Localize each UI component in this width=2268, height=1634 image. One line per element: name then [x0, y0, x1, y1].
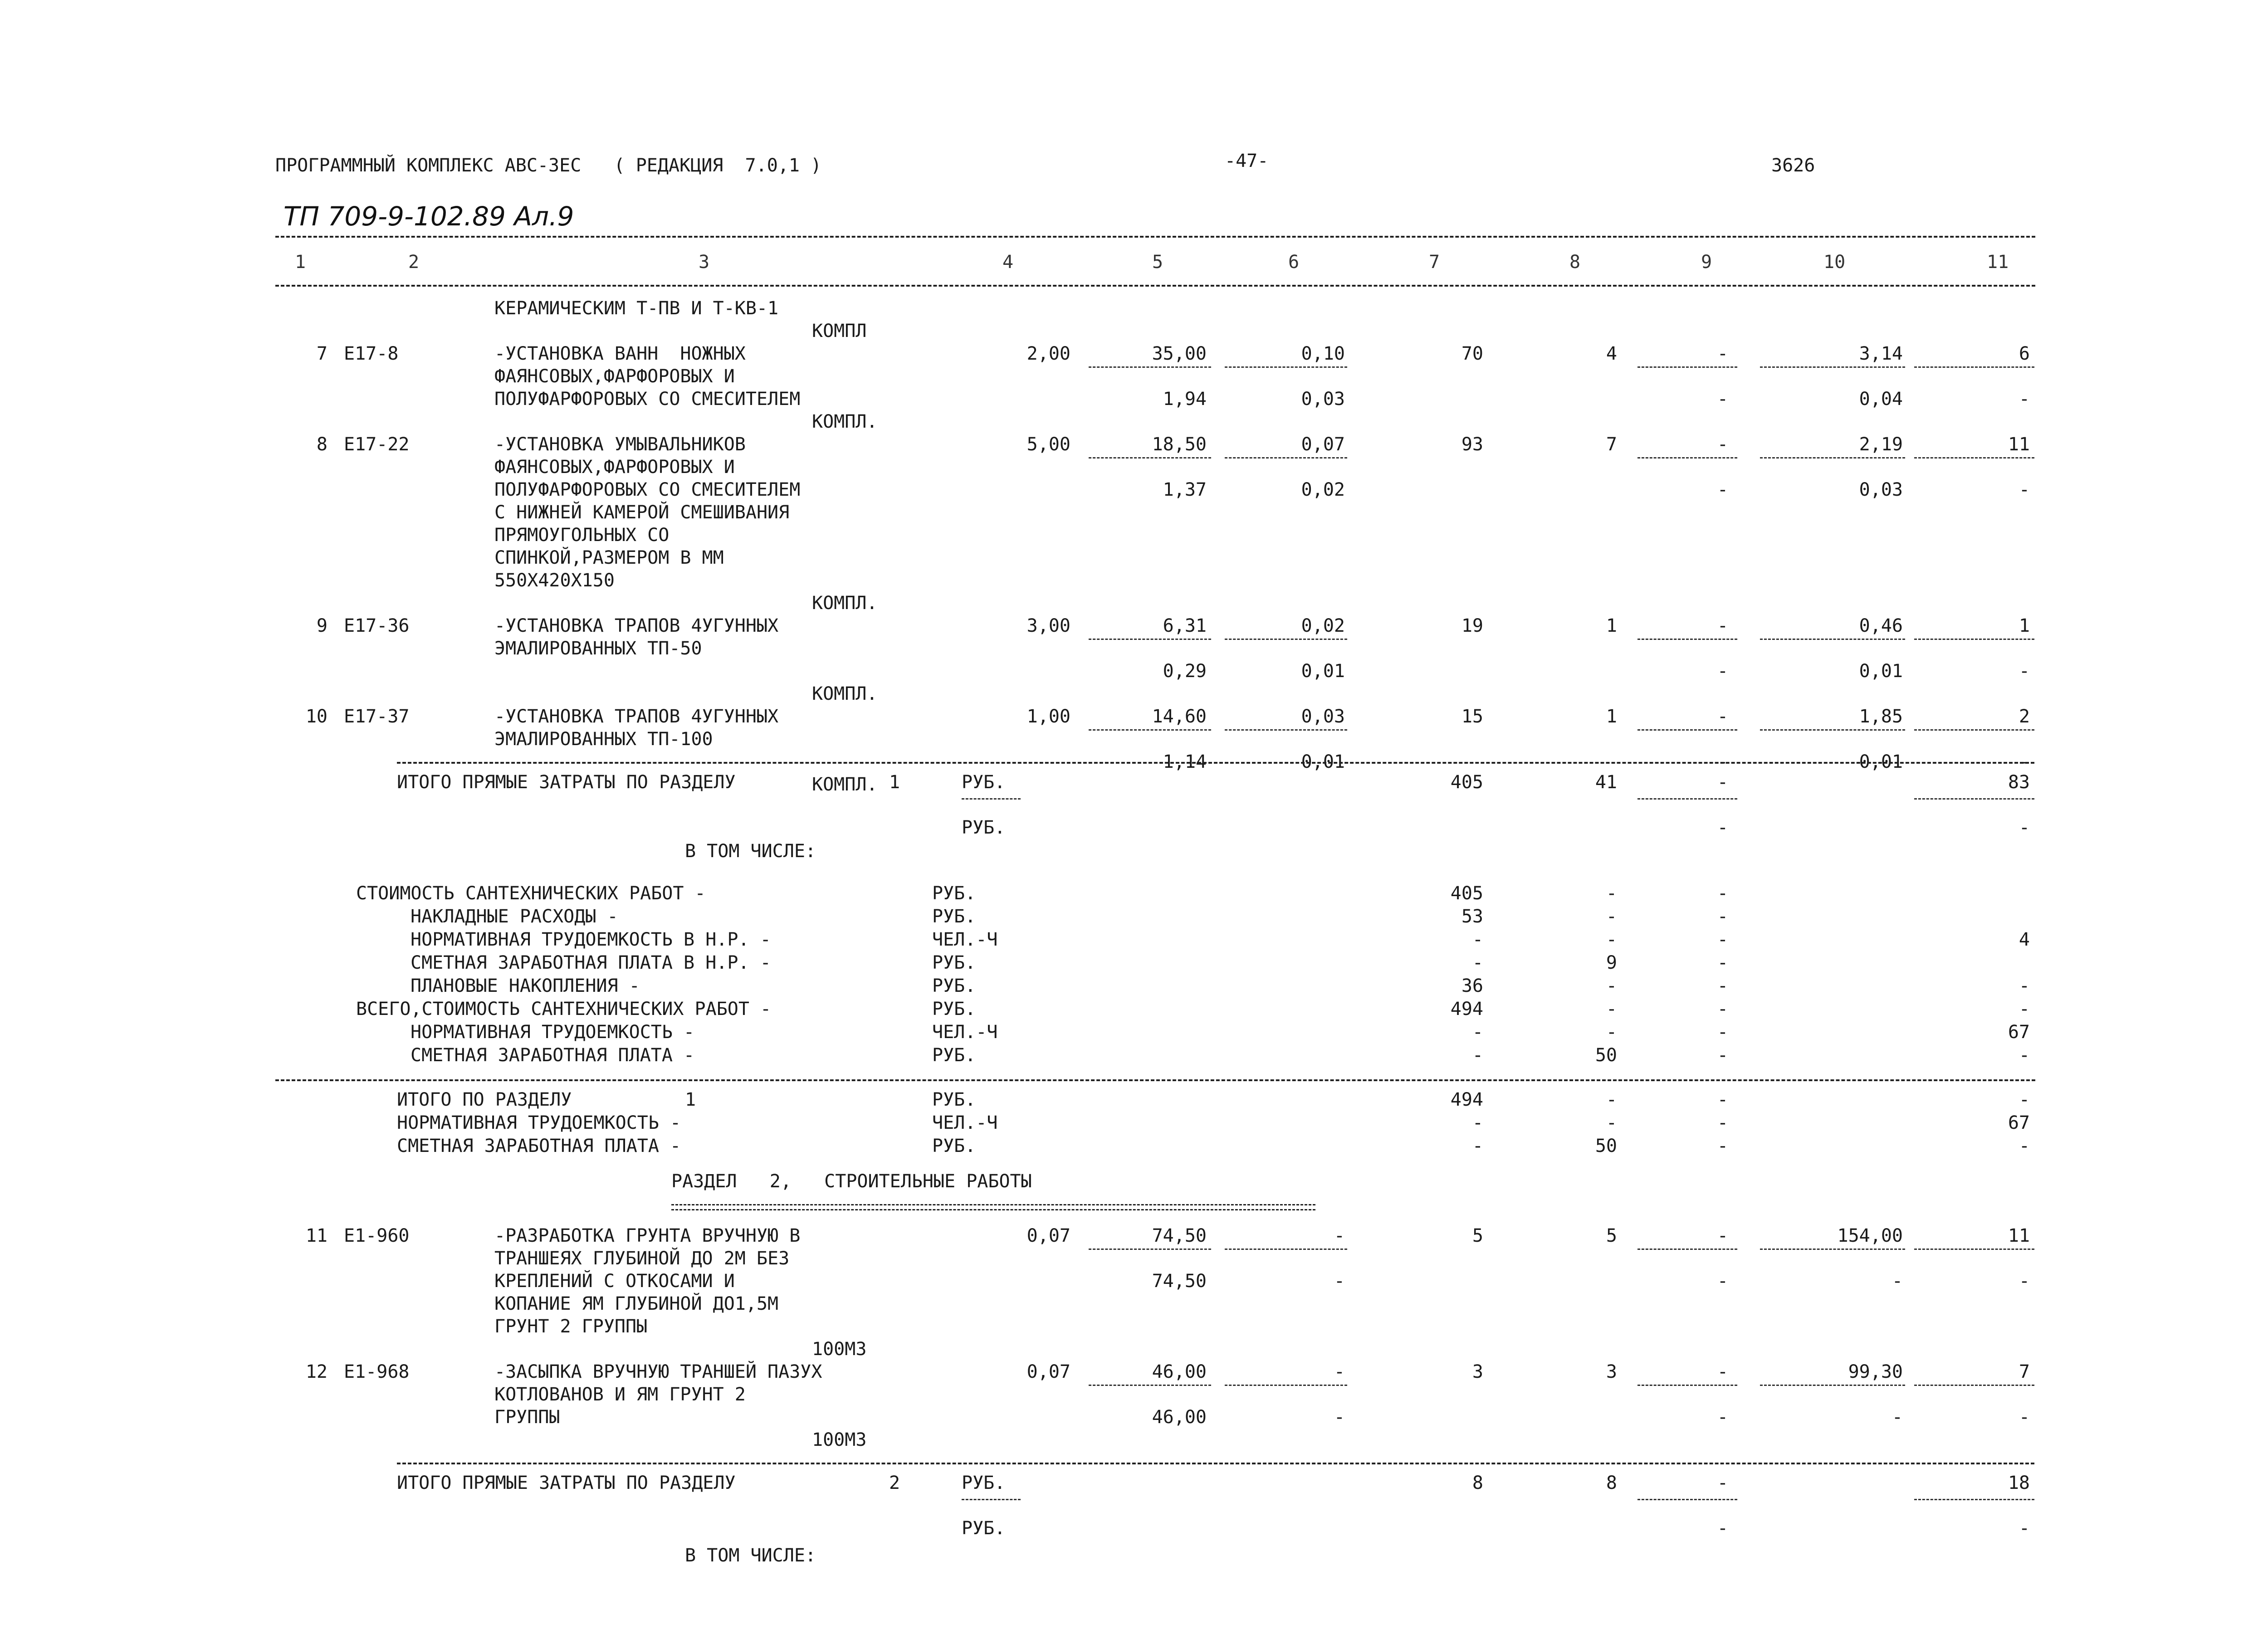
item-total-wage: 4: [1606, 343, 1617, 364]
item-divider: [1637, 729, 1737, 731]
item-divider: [1637, 1249, 1737, 1250]
item-divider: [1914, 729, 2034, 731]
item-col-9: -: [1717, 434, 1728, 455]
item-divider: [1914, 639, 2034, 640]
item-unit-wage: -: [1334, 1361, 1345, 1382]
item-description-line: 550Х420Х150: [494, 570, 615, 591]
item-code: Е1-960: [344, 1225, 410, 1246]
item-divider: [1914, 457, 2034, 458]
total-divider: [1637, 1499, 1737, 1500]
item-description-line: -УСТАНОВКА УМЫВАЛЬНИКОВ: [494, 434, 746, 455]
item-code: Е17-36: [344, 615, 410, 636]
item-total-wage: 3: [1606, 1361, 1617, 1382]
item-divider: [1760, 639, 1905, 640]
item-code: Е17-8: [344, 343, 399, 364]
item-unit-cost: 14,60: [1152, 706, 1207, 727]
item-unit: 100М3: [812, 1339, 867, 1360]
item-divider: [1637, 366, 1737, 368]
total-cost: 8: [1472, 1473, 1483, 1493]
item-divider: [1089, 1385, 1211, 1386]
item-labor-unit-machine: 0,01: [1859, 661, 1903, 682]
item-col-9: -: [1717, 615, 1728, 636]
item-divider: [1225, 729, 1347, 731]
summary-wage: -: [1606, 883, 1617, 904]
including-label: В ТОМ ЧИСЛЕ:: [685, 841, 816, 862]
summary-unit: РУБ.: [932, 952, 976, 973]
summary-wage: -: [1606, 976, 1617, 996]
item-description-line: -УСТАНОВКА ТРАПОВ 4УГУННЫХ: [494, 615, 779, 636]
item-divider: [1760, 729, 1905, 731]
item-description-line: ПОЛУФАРФОРОВЫХ СО СМЕСИТЕЛЕМ: [494, 389, 801, 410]
item-unit-wage-machine: -: [1334, 1407, 1345, 1428]
item-col-9: -: [1717, 343, 1728, 364]
item-col-9: -: [1717, 706, 1728, 727]
column-number: 10: [1823, 252, 1846, 273]
item-number: 9: [316, 615, 327, 636]
summary-labor: -: [2019, 1045, 2030, 1066]
item-total-cost: 70: [1461, 343, 1483, 364]
summary-col-9: -: [1717, 1022, 1728, 1043]
item-description-line: ТРАНШЕЯХ ГЛУБИНОЙ ДО 2М БЕЗ: [494, 1248, 790, 1269]
item-number: 10: [305, 706, 327, 727]
summary-unit: РУБ.: [932, 883, 976, 904]
item-description-line: ПОЛУФАРФОРОВЫХ СО СМЕСИТЕЛЕМ: [494, 479, 801, 500]
item-description-line: -РАЗРАБОТКА ГРУНТА ВРУЧНУЮ В: [494, 1225, 801, 1246]
item-col-9-machine: -: [1717, 1407, 1728, 1428]
item-labor-unit: 3,14: [1859, 343, 1903, 364]
section-total-col-9: -: [1717, 1136, 1728, 1156]
summary-wage: 50: [1595, 1045, 1617, 1066]
summary-col-9: -: [1717, 999, 1728, 1019]
total-unit-2: РУБ.: [962, 817, 1006, 838]
item-col-9-machine: -: [1717, 751, 1728, 772]
item-unit-wage: 0,02: [1301, 615, 1345, 636]
item-divider: [1914, 1249, 2034, 1250]
item-divider: [1637, 639, 1737, 640]
continuation-line-1: КЕРАМИЧЕСКИМ Т-ПВ И Т-КВ-1: [494, 298, 779, 319]
column-number: 5: [1152, 252, 1163, 273]
item-unit-wage-machine: 0,03: [1301, 389, 1345, 410]
item-divider: [1225, 1249, 1347, 1250]
summary-wage: -: [1606, 929, 1617, 950]
item-total-cost: 19: [1461, 615, 1483, 636]
item-labor-total: 11: [2008, 434, 2030, 455]
summary-cost: 405: [1450, 883, 1483, 904]
summary-labor: -: [2019, 976, 2030, 996]
item-unit-cost: 35,00: [1152, 343, 1207, 364]
item-divider: [1760, 457, 1905, 458]
item-labor-total-machine: -: [2019, 1271, 2030, 1292]
item-divider: [1760, 1385, 1905, 1386]
item-description-line: -УСТАНОВКА ТРАПОВ 4УГУННЫХ: [494, 706, 779, 727]
item-unit-cost-machine: 74,50: [1152, 1271, 1207, 1292]
item-unit: КОМПЛ.: [812, 411, 878, 432]
item-description-line: С НИЖНЕЙ КАМЕРОЙ СМЕШИВАНИЯ: [494, 502, 790, 523]
item-unit: КОМПЛ.: [812, 593, 878, 614]
header-rule-bottom: [275, 285, 2035, 287]
including-label: В ТОМ ЧИСЛЕ:: [685, 1545, 816, 1566]
section-total-wage: -: [1606, 1089, 1617, 1110]
item-labor-total-machine: -: [2019, 479, 2030, 500]
section-total-label: СМЕТНАЯ ЗАРАБОТНАЯ ПЛАТА -: [397, 1136, 681, 1156]
summary-labor: 4: [2019, 929, 2030, 950]
total-unit-2: РУБ.: [962, 1518, 1006, 1539]
item-quantity: 2,00: [1026, 343, 1070, 364]
total-col-9: -: [1717, 1473, 1728, 1493]
item-number: 11: [305, 1225, 327, 1246]
summary-cost: -: [1472, 1022, 1483, 1043]
total-col-9-2: -: [1717, 1518, 1728, 1539]
summary-unit: РУБ.: [932, 976, 976, 996]
item-col-9-machine: -: [1717, 1271, 1728, 1292]
summary-label: СМЕТНАЯ ЗАРАБОТНАЯ ПЛАТА -: [411, 1045, 695, 1066]
item-labor-total-machine: -: [2019, 1407, 2030, 1428]
summary-cost: 494: [1450, 999, 1483, 1019]
section-total-col-9: -: [1717, 1112, 1728, 1133]
section-total-wage: -: [1606, 1112, 1617, 1133]
item-description-line: ЭМАЛИРОВАННЫХ ТП-50: [494, 638, 702, 659]
summary-label: НОРМАТИВНАЯ ТРУДОЕМКОСТЬ В Н.Р. -: [411, 929, 771, 950]
item-quantity: 0,07: [1026, 1361, 1070, 1382]
item-unit-cost: 74,50: [1152, 1225, 1207, 1246]
section-total-col-9: -: [1717, 1089, 1728, 1110]
item-unit-wage: 0,07: [1301, 434, 1345, 455]
item-unit-cost: 46,00: [1152, 1361, 1207, 1382]
column-number: 6: [1288, 252, 1300, 273]
header-rule-top: [275, 236, 2035, 238]
section-total-unit: ЧЕЛ.-Ч: [932, 1112, 998, 1133]
total-section-number: 1: [889, 772, 900, 793]
item-description-line: ФАЯНСОВЫХ,ФАРФОРОВЫХ И: [494, 366, 735, 387]
section-total-labor: -: [2019, 1136, 2030, 1156]
item-quantity: 5,00: [1026, 434, 1070, 455]
item-divider: [1089, 366, 1211, 368]
total-label: ИТОГО ПРЯМЫЕ ЗАТРАТЫ ПО РАЗДЕЛУ: [397, 772, 736, 793]
total-labor-2: -: [2019, 1518, 2030, 1539]
item-unit-cost-machine: 1,14: [1163, 751, 1207, 772]
item-unit-wage-machine: -: [1334, 1271, 1345, 1292]
item-divider: [1914, 1385, 2034, 1386]
item-number: 7: [316, 343, 327, 364]
item-total-cost: 3: [1472, 1361, 1483, 1382]
item-unit-wage: 0,03: [1301, 706, 1345, 727]
page-number: -47-: [1225, 151, 1269, 171]
item-quantity: 1,00: [1026, 706, 1070, 727]
section-total-unit: РУБ.: [932, 1136, 976, 1156]
item-unit-cost-machine: 0,29: [1163, 661, 1207, 682]
item-number: 8: [316, 434, 327, 455]
item-labor-total: 6: [2019, 343, 2030, 364]
summary-col-9: -: [1717, 952, 1728, 973]
column-number: 11: [1987, 252, 2009, 273]
item-labor-unit: 99,30: [1848, 1361, 1903, 1382]
summary-wage: -: [1606, 906, 1617, 927]
summary-col-9: -: [1717, 1045, 1728, 1066]
item-unit-wage-machine: 0,02: [1301, 479, 1345, 500]
item-code: Е17-37: [344, 706, 410, 727]
total-divider: [962, 1499, 1021, 1500]
total-labor: 18: [2008, 1473, 2030, 1493]
section-total-unit: РУБ.: [932, 1089, 976, 1110]
section-total-label: НОРМАТИВНАЯ ТРУДОЕМКОСТЬ -: [397, 1112, 681, 1133]
summary-col-9: -: [1717, 906, 1728, 927]
item-divider: [1225, 366, 1347, 368]
item-labor-total: 2: [2019, 706, 2030, 727]
summary-wage: -: [1606, 999, 1617, 1019]
item-divider: [1089, 639, 1211, 640]
item-divider: [1760, 1249, 1905, 1250]
column-number: 4: [1002, 252, 1014, 273]
total-wage: 8: [1606, 1473, 1617, 1493]
item-labor-unit-machine: -: [1892, 1407, 1903, 1428]
continuation-line-2: КОМПЛ: [812, 321, 867, 341]
item-total-cost: 5: [1472, 1225, 1483, 1246]
item-quantity: 0,07: [1026, 1225, 1070, 1246]
item-divider: [1225, 639, 1347, 640]
summary-wage: -: [1606, 1022, 1617, 1043]
column-number: 8: [1569, 252, 1581, 273]
column-number: 3: [699, 252, 710, 273]
item-number: 12: [305, 1361, 327, 1382]
item-quantity: 3,00: [1026, 615, 1070, 636]
item-divider: [1760, 366, 1905, 368]
item-total-cost: 15: [1461, 706, 1483, 727]
summary-col-9: -: [1717, 976, 1728, 996]
summary-unit: ЧЕЛ.-Ч: [932, 929, 998, 950]
summary-unit: РУБ.: [932, 999, 976, 1019]
summary-unit: РУБ.: [932, 1045, 976, 1066]
item-description-line: КОПАНИЕ ЯМ ГЛУБИНОЙ ДО1,5М: [494, 1293, 779, 1314]
item-description-line: ГРУНТ 2 ГРУППЫ: [494, 1316, 648, 1337]
item-total-wage: 1: [1606, 615, 1617, 636]
item-description-line: ЭМАЛИРОВАННЫХ ТП-100: [494, 729, 713, 750]
section-2-underline: [671, 1204, 1315, 1210]
summary-cost: -: [1472, 929, 1483, 950]
total-divider: [962, 798, 1021, 800]
total-2-rule: [397, 1463, 2034, 1464]
item-unit-cost: 18,50: [1152, 434, 1207, 455]
item-labor-total-machine: -: [2019, 389, 2030, 410]
program-header: ПРОГРАММНЫЙ КОМПЛЕКС АВС-ЗЕС ( РЕДАКЦИЯ 7.0,1 ): [275, 155, 822, 176]
item-divider: [1914, 366, 2034, 368]
item-description-line: СПИНКОЙ,РАЗМЕРОМ В ММ: [494, 547, 724, 568]
item-divider: [1637, 457, 1737, 458]
item-labor-unit: 1,85: [1859, 706, 1903, 727]
item-total-wage: 7: [1606, 434, 1617, 455]
total-col-9: -: [1717, 772, 1728, 793]
summary-cost: -: [1472, 952, 1483, 973]
total-labor: 83: [2008, 772, 2030, 793]
item-unit: 100М3: [812, 1429, 867, 1450]
item-unit: КОМПЛ.: [812, 683, 878, 704]
item-labor-total-machine: -: [2019, 661, 2030, 682]
item-unit-wage-machine: 0,01: [1301, 661, 1345, 682]
column-number: 1: [295, 252, 306, 273]
item-description-line: ГРУППЫ: [494, 1407, 560, 1428]
total-divider: [1637, 798, 1737, 800]
item-divider: [1089, 729, 1211, 731]
item-unit-wage: -: [1334, 1225, 1345, 1246]
summary-rule: [275, 1079, 2035, 1081]
total-unit: РУБ.: [962, 1473, 1006, 1493]
item-description-line: КОТЛОВАНОВ И ЯМ ГРУНТ 2: [494, 1384, 746, 1405]
item-labor-total: 7: [2019, 1361, 2030, 1382]
summary-label: СМЕТНАЯ ЗАРАБОТНАЯ ПЛАТА В Н.Р. -: [411, 952, 771, 973]
summary-labor: -: [2019, 999, 2030, 1019]
item-labor-total-machine: -: [2019, 751, 2030, 772]
total-unit: РУБ.: [962, 772, 1006, 793]
total-1-rule: [397, 762, 2034, 764]
item-col-9-machine: -: [1717, 479, 1728, 500]
summary-wage: 9: [1606, 952, 1617, 973]
item-unit: КОМПЛ.: [812, 774, 878, 795]
item-description-line: -ЗАСЫПКА ВРУЧНУЮ ТРАНШЕЙ ПАЗУХ: [494, 1361, 822, 1382]
total-divider: [1914, 798, 2034, 800]
summary-unit: РУБ.: [932, 906, 976, 927]
handwritten-project-code: ТП 709-9-102.89 Ал.9: [284, 201, 574, 232]
item-divider: [1089, 1249, 1211, 1250]
summary-labor: 67: [2008, 1022, 2030, 1043]
summary-cost: 53: [1461, 906, 1483, 927]
section-total-labor: 67: [2008, 1112, 2030, 1133]
item-labor-unit: 0,46: [1859, 615, 1903, 636]
section-total-number: 1: [685, 1089, 696, 1110]
summary-label: ПЛАНОВЫЕ НАКОПЛЕНИЯ -: [411, 976, 640, 996]
summary-col-9: -: [1717, 883, 1728, 904]
total-cost: 405: [1450, 772, 1483, 793]
item-unit-cost-machine: 1,94: [1163, 389, 1207, 410]
item-divider: [1089, 457, 1211, 458]
section-total-wage: 50: [1595, 1136, 1617, 1156]
item-unit-wage: 0,10: [1301, 343, 1345, 364]
item-labor-total: 1: [2019, 615, 2030, 636]
total-label: ИТОГО ПРЯМЫЕ ЗАТРАТЫ ПО РАЗДЕЛУ: [397, 1473, 736, 1493]
total-wage: 41: [1595, 772, 1617, 793]
column-number: 2: [408, 252, 420, 273]
item-divider: [1225, 1385, 1347, 1386]
item-description-line: ФАЯНСОВЫХ,ФАРФОРОВЫХ И: [494, 457, 735, 478]
section-total-cost: -: [1472, 1136, 1483, 1156]
item-unit-cost: 6,31: [1163, 615, 1207, 636]
item-col-9-machine: -: [1717, 389, 1728, 410]
item-col-9: -: [1717, 1361, 1728, 1382]
item-description-line: ПРЯМОУГОЛЬНЫХ СО: [494, 525, 670, 546]
column-number: 7: [1429, 252, 1440, 273]
item-labor-unit-machine: 0,03: [1859, 479, 1903, 500]
summary-col-9: -: [1717, 929, 1728, 950]
total-section-number: 2: [889, 1473, 900, 1493]
summary-unit: ЧЕЛ.-Ч: [932, 1022, 998, 1043]
item-total-wage: 5: [1606, 1225, 1617, 1246]
section-total-label: ИТОГО ПО РАЗДЕЛУ: [397, 1089, 572, 1110]
item-code: Е1-968: [344, 1361, 410, 1382]
section-total-labor: -: [2019, 1089, 2030, 1110]
summary-label: ВСЕГО,СТОИМОСТЬ САНТЕХНИЧЕСКИХ РАБОТ -: [356, 999, 772, 1019]
item-labor-unit-machine: 0,04: [1859, 389, 1903, 410]
item-unit-cost-machine: 46,00: [1152, 1407, 1207, 1428]
section-total-cost: 494: [1450, 1089, 1483, 1110]
summary-cost: -: [1472, 1045, 1483, 1066]
item-labor-unit-machine: 0,01: [1859, 751, 1903, 772]
item-unit-wage-machine: 0,01: [1301, 751, 1345, 772]
total-col-9-2: -: [1717, 817, 1728, 838]
item-divider: [1225, 457, 1347, 458]
item-labor-unit-machine: -: [1892, 1271, 1903, 1292]
item-labor-unit: 154,00: [1837, 1225, 1903, 1246]
summary-label: СТОИМОСТЬ САНТЕХНИЧЕСКИХ РАБОТ -: [356, 883, 706, 904]
total-labor-2: -: [2019, 817, 2030, 838]
section-total-cost: -: [1472, 1112, 1483, 1133]
item-description-line: КРЕПЛЕНИЙ С ОТКОСАМИ И: [494, 1271, 735, 1292]
item-total-cost: 93: [1461, 434, 1483, 455]
column-number: 9: [1701, 252, 1712, 273]
summary-cost: 36: [1461, 976, 1483, 996]
document-code: 3626: [1771, 155, 1815, 176]
item-unit-cost-machine: 1,37: [1163, 479, 1207, 500]
item-labor-unit: 2,19: [1859, 434, 1903, 455]
summary-label: НАКЛАДНЫЕ РАСХОДЫ -: [411, 906, 618, 927]
item-description-line: -УСТАНОВКА ВАНН НОЖНЫХ: [494, 343, 746, 364]
item-total-wage: 1: [1606, 706, 1617, 727]
item-col-9: -: [1717, 1225, 1728, 1246]
total-divider: [1914, 1499, 2034, 1500]
item-col-9-machine: -: [1717, 661, 1728, 682]
item-labor-total: 11: [2008, 1225, 2030, 1246]
item-divider: [1637, 1385, 1737, 1386]
summary-label: НОРМАТИВНАЯ ТРУДОЕМКОСТЬ -: [411, 1022, 695, 1043]
section-2-title: РАЗДЕЛ 2, СТРОИТЕЛЬНЫЕ РАБОТЫ: [671, 1171, 1032, 1192]
item-code: Е17-22: [344, 434, 410, 455]
